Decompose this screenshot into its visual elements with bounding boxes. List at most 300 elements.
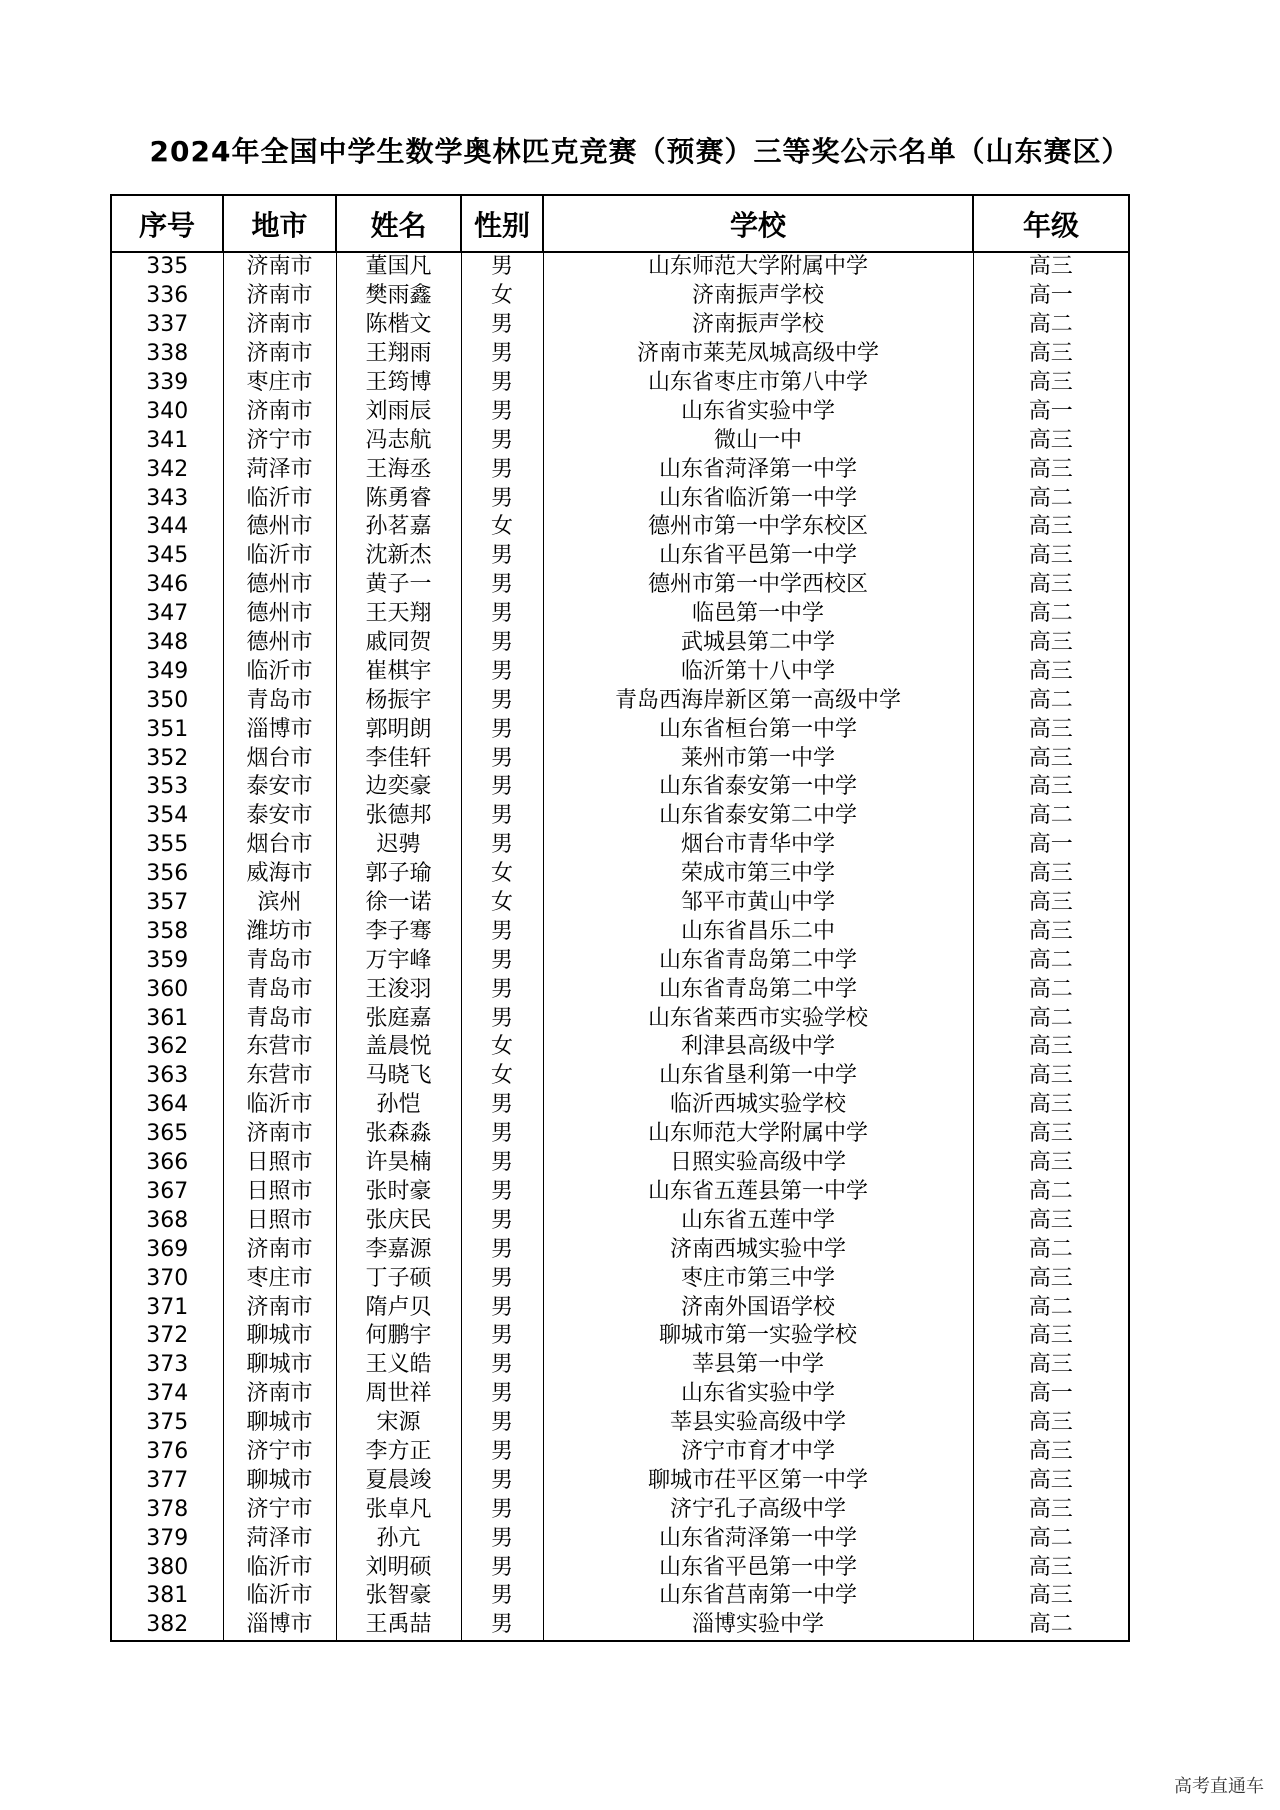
cell-gender: 男 xyxy=(461,340,543,369)
cell-city: 滨州 xyxy=(223,889,336,918)
cell-name: 隋卢贝 xyxy=(336,1293,461,1322)
cell-name: 李方正 xyxy=(336,1438,461,1467)
cell-grade: 高三 xyxy=(973,1495,1129,1524)
cell-gender: 男 xyxy=(461,1380,543,1409)
table-row xyxy=(111,1235,1129,1264)
cell-serial: 341 xyxy=(111,426,223,455)
cell-gender: 男 xyxy=(461,1351,543,1380)
cell-name: 戚同贺 xyxy=(336,629,461,658)
table-row xyxy=(111,397,1129,426)
cell-school: 山东省平邑第一中学 xyxy=(543,1553,973,1582)
table-row xyxy=(111,571,1129,600)
cell-serial: 378 xyxy=(111,1495,223,1524)
cell-grade: 高三 xyxy=(973,542,1129,571)
cell-name: 何鹏宇 xyxy=(336,1322,461,1351)
cell-grade: 高二 xyxy=(973,1293,1129,1322)
table-row xyxy=(111,1149,1129,1178)
table-row xyxy=(111,629,1129,658)
table-row xyxy=(111,802,1129,831)
table-row xyxy=(111,513,1129,542)
cell-school: 山东省泰安第一中学 xyxy=(543,773,973,802)
cell-school: 山东省青岛第二中学 xyxy=(543,975,973,1004)
cell-gender: 男 xyxy=(461,1149,543,1178)
cell-serial: 370 xyxy=(111,1264,223,1293)
cell-city: 济南市 xyxy=(223,340,336,369)
cell-serial: 358 xyxy=(111,917,223,946)
cell-name: 张德邦 xyxy=(336,802,461,831)
cell-name: 王禹喆 xyxy=(336,1611,461,1641)
cell-name: 孙恺 xyxy=(336,1091,461,1120)
cell-gender: 男 xyxy=(461,917,543,946)
cell-serial: 348 xyxy=(111,629,223,658)
cell-serial: 339 xyxy=(111,369,223,398)
table-row xyxy=(111,1611,1129,1641)
table-row xyxy=(111,252,1129,282)
cell-gender: 男 xyxy=(461,1120,543,1149)
cell-name: 冯志航 xyxy=(336,426,461,455)
table-row xyxy=(111,542,1129,571)
cell-grade: 高三 xyxy=(973,715,1129,744)
cell-grade: 高三 xyxy=(973,513,1129,542)
cell-grade: 高三 xyxy=(973,889,1129,918)
cell-city: 德州市 xyxy=(223,629,336,658)
table-row xyxy=(111,1409,1129,1438)
cell-city: 临沂市 xyxy=(223,484,336,513)
cell-school: 济南外国语学校 xyxy=(543,1293,973,1322)
cell-name: 杨振宇 xyxy=(336,686,461,715)
cell-city: 德州市 xyxy=(223,571,336,600)
cell-school: 聊城市茌平区第一中学 xyxy=(543,1466,973,1495)
table-row xyxy=(111,773,1129,802)
cell-city: 枣庄市 xyxy=(223,1264,336,1293)
cell-city: 威海市 xyxy=(223,860,336,889)
cell-serial: 359 xyxy=(111,946,223,975)
header-row xyxy=(111,195,1129,252)
table-row xyxy=(111,1380,1129,1409)
cell-school: 山东省枣庄市第八中学 xyxy=(543,369,973,398)
cell-serial: 367 xyxy=(111,1178,223,1207)
cell-serial: 360 xyxy=(111,975,223,1004)
cell-grade: 高二 xyxy=(973,1178,1129,1207)
cell-name: 郭明朗 xyxy=(336,715,461,744)
cell-serial: 355 xyxy=(111,831,223,860)
cell-city: 潍坊市 xyxy=(223,917,336,946)
cell-school: 济宁市育才中学 xyxy=(543,1438,973,1467)
cell-school: 山东省泰安第二中学 xyxy=(543,802,973,831)
table-row xyxy=(111,1178,1129,1207)
cell-school: 山东省桓台第一中学 xyxy=(543,715,973,744)
cell-grade: 高三 xyxy=(973,1062,1129,1091)
cell-grade: 高二 xyxy=(973,600,1129,629)
cell-name: 李子骞 xyxy=(336,917,461,946)
cell-name: 张森淼 xyxy=(336,1120,461,1149)
cell-gender: 男 xyxy=(461,946,543,975)
cell-gender: 男 xyxy=(461,744,543,773)
cell-grade: 高三 xyxy=(973,744,1129,773)
cell-name: 李嘉源 xyxy=(336,1235,461,1264)
cell-school: 聊城市第一实验学校 xyxy=(543,1322,973,1351)
header-grade: 年级 xyxy=(973,195,1129,252)
cell-name: 沈新杰 xyxy=(336,542,461,571)
cell-grade: 高三 xyxy=(973,571,1129,600)
cell-city: 德州市 xyxy=(223,600,336,629)
cell-school: 山东省昌乐二中 xyxy=(543,917,973,946)
cell-serial: 366 xyxy=(111,1149,223,1178)
table-body xyxy=(111,252,1129,1641)
cell-name: 夏晨竣 xyxy=(336,1466,461,1495)
table-row xyxy=(111,340,1129,369)
cell-school: 日照实验高级中学 xyxy=(543,1149,973,1178)
cell-school: 济南西城实验中学 xyxy=(543,1235,973,1264)
table-row xyxy=(111,715,1129,744)
cell-grade: 高三 xyxy=(973,369,1129,398)
cell-grade: 高三 xyxy=(973,455,1129,484)
cell-name: 刘雨辰 xyxy=(336,397,461,426)
cell-city: 聊城市 xyxy=(223,1351,336,1380)
cell-gender: 男 xyxy=(461,252,543,282)
cell-city: 济南市 xyxy=(223,1120,336,1149)
cell-gender: 男 xyxy=(461,600,543,629)
table-row xyxy=(111,1120,1129,1149)
cell-school: 荣成市第三中学 xyxy=(543,860,973,889)
table-row xyxy=(111,1438,1129,1467)
table-row xyxy=(111,600,1129,629)
cell-serial: 356 xyxy=(111,860,223,889)
cell-name: 张时豪 xyxy=(336,1178,461,1207)
cell-city: 东营市 xyxy=(223,1033,336,1062)
cell-name: 孙亢 xyxy=(336,1524,461,1553)
table-row xyxy=(111,1495,1129,1524)
cell-gender: 男 xyxy=(461,1553,543,1582)
cell-city: 聊城市 xyxy=(223,1409,336,1438)
cell-serial: 365 xyxy=(111,1120,223,1149)
cell-grade: 高二 xyxy=(973,686,1129,715)
cell-serial: 362 xyxy=(111,1033,223,1062)
cell-name: 宋源 xyxy=(336,1409,461,1438)
cell-gender: 男 xyxy=(461,773,543,802)
cell-gender: 男 xyxy=(461,455,543,484)
cell-gender: 男 xyxy=(461,484,543,513)
table-row xyxy=(111,975,1129,1004)
table-row xyxy=(111,946,1129,975)
cell-city: 济南市 xyxy=(223,1235,336,1264)
cell-school: 利津县高级中学 xyxy=(543,1033,973,1062)
cell-name: 董国凡 xyxy=(336,252,461,282)
cell-school: 莘县第一中学 xyxy=(543,1351,973,1380)
table-row xyxy=(111,917,1129,946)
cell-gender: 男 xyxy=(461,1235,543,1264)
cell-serial: 351 xyxy=(111,715,223,744)
cell-city: 烟台市 xyxy=(223,744,336,773)
cell-name: 黄子一 xyxy=(336,571,461,600)
table-row xyxy=(111,426,1129,455)
cell-grade: 高三 xyxy=(973,1206,1129,1235)
cell-school: 武城县第二中学 xyxy=(543,629,973,658)
cell-city: 济南市 xyxy=(223,397,336,426)
header-city: 地市 xyxy=(223,195,336,252)
cell-city: 青岛市 xyxy=(223,946,336,975)
cell-city: 菏泽市 xyxy=(223,455,336,484)
cell-name: 张庭嘉 xyxy=(336,1004,461,1033)
cell-school: 枣庄市第三中学 xyxy=(543,1264,973,1293)
cell-gender: 男 xyxy=(461,686,543,715)
cell-grade: 高三 xyxy=(973,1351,1129,1380)
cell-serial: 377 xyxy=(111,1466,223,1495)
table-row xyxy=(111,1582,1129,1611)
award-table xyxy=(110,194,1130,1642)
cell-school: 德州市第一中学东校区 xyxy=(543,513,973,542)
table-row xyxy=(111,1293,1129,1322)
cell-gender: 男 xyxy=(461,1322,543,1351)
cell-name: 许昊楠 xyxy=(336,1149,461,1178)
cell-serial: 347 xyxy=(111,600,223,629)
cell-grade: 高三 xyxy=(973,1033,1129,1062)
cell-city: 临沂市 xyxy=(223,542,336,571)
cell-grade: 高二 xyxy=(973,1524,1129,1553)
table-row xyxy=(111,1264,1129,1293)
cell-school: 德州市第一中学西校区 xyxy=(543,571,973,600)
cell-city: 临沂市 xyxy=(223,1553,336,1582)
cell-grade: 高二 xyxy=(973,1235,1129,1264)
header-school: 学校 xyxy=(543,195,973,252)
cell-gender: 女 xyxy=(461,889,543,918)
cell-city: 济宁市 xyxy=(223,1438,336,1467)
cell-grade: 高三 xyxy=(973,340,1129,369)
cell-city: 日照市 xyxy=(223,1149,336,1178)
table-row xyxy=(111,1322,1129,1351)
cell-gender: 男 xyxy=(461,1264,543,1293)
cell-grade: 高三 xyxy=(973,860,1129,889)
table-row xyxy=(111,484,1129,513)
cell-gender: 男 xyxy=(461,369,543,398)
cell-name: 王翔雨 xyxy=(336,340,461,369)
cell-city: 济南市 xyxy=(223,282,336,311)
cell-gender: 男 xyxy=(461,311,543,340)
cell-name: 王筠博 xyxy=(336,369,461,398)
cell-school: 临沂西城实验学校 xyxy=(543,1091,973,1120)
cell-serial: 353 xyxy=(111,773,223,802)
cell-gender: 男 xyxy=(461,1438,543,1467)
cell-gender: 男 xyxy=(461,571,543,600)
cell-serial: 361 xyxy=(111,1004,223,1033)
cell-grade: 高一 xyxy=(973,282,1129,311)
cell-serial: 354 xyxy=(111,802,223,831)
cell-serial: 349 xyxy=(111,657,223,686)
cell-name: 刘明硕 xyxy=(336,1553,461,1582)
cell-grade: 高三 xyxy=(973,773,1129,802)
cell-serial: 368 xyxy=(111,1206,223,1235)
cell-name: 陈勇睿 xyxy=(336,484,461,513)
cell-city: 日照市 xyxy=(223,1178,336,1207)
cell-gender: 男 xyxy=(461,657,543,686)
cell-serial: 382 xyxy=(111,1611,223,1641)
table-row xyxy=(111,860,1129,889)
cell-school: 山东师范大学附属中学 xyxy=(543,1120,973,1149)
table-row xyxy=(111,1351,1129,1380)
cell-school: 山东省菏泽第一中学 xyxy=(543,1524,973,1553)
cell-name: 李佳轩 xyxy=(336,744,461,773)
cell-serial: 375 xyxy=(111,1409,223,1438)
table-row xyxy=(111,889,1129,918)
cell-gender: 男 xyxy=(461,1495,543,1524)
table-row xyxy=(111,455,1129,484)
cell-school: 山东省平邑第一中学 xyxy=(543,542,973,571)
cell-grade: 高二 xyxy=(973,1004,1129,1033)
cell-city: 泰安市 xyxy=(223,773,336,802)
cell-gender: 男 xyxy=(461,426,543,455)
table-row xyxy=(111,1206,1129,1235)
cell-serial: 357 xyxy=(111,889,223,918)
cell-serial: 338 xyxy=(111,340,223,369)
cell-gender: 男 xyxy=(461,1611,543,1641)
cell-name: 张智豪 xyxy=(336,1582,461,1611)
cell-gender: 男 xyxy=(461,629,543,658)
cell-school: 山东省五莲中学 xyxy=(543,1206,973,1235)
table-row xyxy=(111,1524,1129,1553)
cell-serial: 376 xyxy=(111,1438,223,1467)
cell-gender: 男 xyxy=(461,1206,543,1235)
cell-serial: 337 xyxy=(111,311,223,340)
cell-school: 山东省菏泽第一中学 xyxy=(543,455,973,484)
cell-city: 聊城市 xyxy=(223,1466,336,1495)
header-serial: 序号 xyxy=(111,195,223,252)
cell-gender: 女 xyxy=(461,1033,543,1062)
cell-serial: 336 xyxy=(111,282,223,311)
cell-serial: 335 xyxy=(111,252,223,282)
cell-grade: 高三 xyxy=(973,1322,1129,1351)
cell-name: 郭子瑜 xyxy=(336,860,461,889)
cell-school: 山东省垦利第一中学 xyxy=(543,1062,973,1091)
cell-school: 山东省实验中学 xyxy=(543,397,973,426)
cell-city: 济宁市 xyxy=(223,426,336,455)
cell-school: 临邑第一中学 xyxy=(543,600,973,629)
cell-grade: 高三 xyxy=(973,1120,1129,1149)
cell-gender: 女 xyxy=(461,513,543,542)
table-row xyxy=(111,744,1129,773)
cell-serial: 364 xyxy=(111,1091,223,1120)
table-row xyxy=(111,1466,1129,1495)
cell-serial: 372 xyxy=(111,1322,223,1351)
cell-grade: 高三 xyxy=(973,1149,1129,1178)
cell-name: 张卓凡 xyxy=(336,1495,461,1524)
header-name: 姓名 xyxy=(336,195,461,252)
cell-school: 山东省实验中学 xyxy=(543,1380,973,1409)
table-header xyxy=(111,195,1129,252)
cell-grade: 高一 xyxy=(973,831,1129,860)
cell-school: 邹平市黄山中学 xyxy=(543,889,973,918)
table-row xyxy=(111,1091,1129,1120)
watermark: 高考直通车 xyxy=(1174,1776,1264,1797)
cell-name: 周世祥 xyxy=(336,1380,461,1409)
table-row xyxy=(111,369,1129,398)
document-title: 2024年全国中学生数学奥林匹克竞赛（预赛）三等奖公示名单（山东赛区） xyxy=(149,135,1131,168)
cell-city: 临沂市 xyxy=(223,657,336,686)
cell-gender: 男 xyxy=(461,1409,543,1438)
cell-name: 王天翔 xyxy=(336,600,461,629)
cell-gender: 男 xyxy=(461,1582,543,1611)
cell-serial: 371 xyxy=(111,1293,223,1322)
cell-grade: 高三 xyxy=(973,1409,1129,1438)
cell-serial: 340 xyxy=(111,397,223,426)
cell-city: 临沂市 xyxy=(223,1091,336,1120)
cell-name: 丁子硕 xyxy=(336,1264,461,1293)
cell-grade: 高三 xyxy=(973,657,1129,686)
cell-serial: 352 xyxy=(111,744,223,773)
cell-city: 青岛市 xyxy=(223,975,336,1004)
cell-city: 临沂市 xyxy=(223,1582,336,1611)
cell-school: 微山一中 xyxy=(543,426,973,455)
cell-serial: 343 xyxy=(111,484,223,513)
cell-name: 樊雨鑫 xyxy=(336,282,461,311)
table-row xyxy=(111,686,1129,715)
cell-grade: 高二 xyxy=(973,1611,1129,1641)
cell-city: 菏泽市 xyxy=(223,1524,336,1553)
cell-school: 山东省五莲县第一中学 xyxy=(543,1178,973,1207)
cell-school: 山东省临沂第一中学 xyxy=(543,484,973,513)
cell-grade: 高三 xyxy=(973,629,1129,658)
cell-school: 济南振声学校 xyxy=(543,311,973,340)
cell-name: 边奕豪 xyxy=(336,773,461,802)
cell-grade: 高三 xyxy=(973,1553,1129,1582)
cell-school: 莱州市第一中学 xyxy=(543,744,973,773)
cell-grade: 高三 xyxy=(973,1264,1129,1293)
table-row xyxy=(111,1553,1129,1582)
cell-name: 万宇峰 xyxy=(336,946,461,975)
table-row xyxy=(111,311,1129,340)
cell-city: 淄博市 xyxy=(223,1611,336,1641)
cell-grade: 高三 xyxy=(973,1438,1129,1467)
cell-school: 莘县实验高级中学 xyxy=(543,1409,973,1438)
cell-school: 济宁孔子高级中学 xyxy=(543,1495,973,1524)
cell-serial: 342 xyxy=(111,455,223,484)
cell-city: 济宁市 xyxy=(223,1495,336,1524)
cell-name: 迟骋 xyxy=(336,831,461,860)
cell-grade: 高三 xyxy=(973,1091,1129,1120)
cell-city: 济南市 xyxy=(223,311,336,340)
cell-name: 王海丞 xyxy=(336,455,461,484)
cell-serial: 344 xyxy=(111,513,223,542)
table-row xyxy=(111,1062,1129,1091)
cell-school: 临沂第十八中学 xyxy=(543,657,973,686)
cell-grade: 高三 xyxy=(973,917,1129,946)
cell-grade: 高二 xyxy=(973,802,1129,831)
cell-school: 烟台市青华中学 xyxy=(543,831,973,860)
cell-serial: 381 xyxy=(111,1582,223,1611)
cell-gender: 男 xyxy=(461,1004,543,1033)
cell-serial: 374 xyxy=(111,1380,223,1409)
cell-name: 张庆民 xyxy=(336,1206,461,1235)
cell-city: 淄博市 xyxy=(223,715,336,744)
cell-name: 王浚羽 xyxy=(336,975,461,1004)
cell-name: 王义皓 xyxy=(336,1351,461,1380)
cell-gender: 男 xyxy=(461,1178,543,1207)
cell-name: 陈楷文 xyxy=(336,311,461,340)
table-row xyxy=(111,831,1129,860)
cell-name: 马晓飞 xyxy=(336,1062,461,1091)
cell-gender: 男 xyxy=(461,831,543,860)
cell-serial: 369 xyxy=(111,1235,223,1264)
cell-grade: 高三 xyxy=(973,252,1129,282)
cell-serial: 345 xyxy=(111,542,223,571)
table-row xyxy=(111,657,1129,686)
cell-city: 济南市 xyxy=(223,252,336,282)
cell-name: 盖晨悦 xyxy=(336,1033,461,1062)
cell-serial: 380 xyxy=(111,1553,223,1582)
cell-gender: 男 xyxy=(461,1466,543,1495)
cell-name: 孙茗嘉 xyxy=(336,513,461,542)
cell-gender: 男 xyxy=(461,1524,543,1553)
cell-school: 淄博实验中学 xyxy=(543,1611,973,1641)
